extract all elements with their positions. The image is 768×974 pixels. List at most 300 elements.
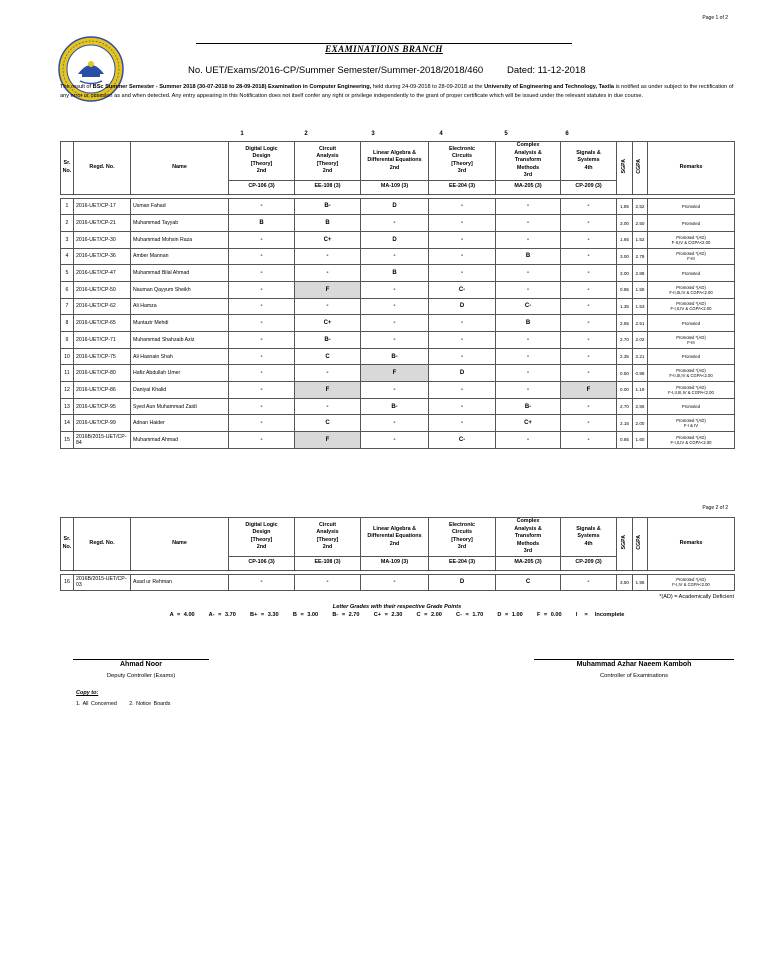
remarks-cell [648, 281, 735, 298]
grade-cell: - [229, 574, 295, 591]
grade-cell: - [496, 348, 561, 365]
sr-cell: 13 [61, 398, 74, 415]
controller-title: Controller of Examinations [600, 673, 668, 679]
subject-line: Methods [516, 164, 540, 171]
header-subject [361, 142, 429, 181]
table-row [61, 215, 735, 232]
grade-cell: F [561, 382, 617, 399]
name-cell: Muntazir Mehdi [131, 315, 229, 332]
grade-cell: - [561, 398, 617, 415]
grade-cell: D [429, 365, 496, 382]
subject-code: MA-109 (3) [361, 180, 429, 194]
grade-cell: - [229, 231, 295, 248]
subject-line: Analysis & [514, 149, 542, 156]
grade-cell: B [496, 315, 561, 332]
grade-cell: C+ [295, 231, 361, 248]
table-row [61, 298, 735, 315]
grade-cell: B- [295, 332, 361, 349]
subject-line: Signals & [576, 149, 601, 156]
grade-cell: - [429, 382, 496, 399]
grade-cell: - [429, 315, 496, 332]
grade-cell: - [561, 415, 617, 432]
grade-cell: B [361, 265, 429, 282]
regd-cell: 2016-UET/CP-36 [74, 248, 131, 265]
cgpa-cell: 1.60 [633, 432, 648, 449]
regd-cell: 2016-UET/CP-47 [74, 265, 131, 282]
cgpa-label: CGPA [636, 534, 643, 550]
intro-paragraph: The result of BSc Summer Semester - Summer 2018 (30-07-2018 to 28-09-2018) Examination in Computer Engineering, held during 24-09-2018 to 28-09-2018 at the University of Engineering and Technology, Taxila is notified as under subject to the rectification of any error or omission as and when detected. Any entry appearing in this Notification does not itself confer any right or privilege independently to the grant of proper certificate which will be issued under the relevant statutes in due course. [60, 84, 734, 99]
remarks-detail: F-III [687, 339, 695, 345]
grade-cell: - [229, 298, 295, 315]
grade-cell: F [295, 382, 361, 399]
page-number-2: Page 2 of 2 [702, 505, 728, 511]
column-number: 5 [504, 131, 508, 137]
table-row [61, 365, 735, 382]
sr-cell: 8 [61, 315, 74, 332]
table-row [61, 315, 735, 332]
header-subject [229, 142, 295, 181]
table-row [61, 574, 735, 591]
remarks-status: Promoted *(AD) [676, 418, 706, 424]
table-row [61, 415, 735, 432]
sr-cell: 6 [61, 281, 74, 298]
subject-line: Complex [516, 518, 540, 524]
subject-line: Linear Algebra & [373, 149, 416, 156]
grade-cell: - [361, 248, 429, 265]
remarks-cell [648, 365, 735, 382]
subject-line: [Theory] [451, 536, 473, 543]
subject-line: Differental Equations [367, 533, 422, 539]
remarks-cell [648, 315, 735, 332]
sgpa-cell: 3.00 [617, 215, 633, 232]
sgpa-cell: 3.50 [617, 574, 633, 591]
grade-cell: - [429, 348, 496, 365]
cgpa-cell: 1.95 [633, 574, 648, 591]
grade-cell: - [561, 348, 617, 365]
cgpa-cell: 2.50 [633, 215, 648, 232]
regd-cell: 2016-UET/CP-80 [74, 365, 131, 382]
subject-line: 2nd [322, 168, 333, 175]
header-subject [496, 142, 561, 181]
grade-cell: - [496, 432, 561, 449]
cgpa-cell: 1.53 [633, 298, 648, 315]
grade-cell: - [229, 415, 295, 432]
remarks-status: Promoted *(AD) [676, 301, 706, 307]
sr-cell: 9 [61, 332, 74, 349]
subject-line: Transform [514, 157, 542, 163]
grade-cell: - [561, 265, 617, 282]
sgpa-cell: 1.35 [617, 298, 633, 315]
subject-line: 4th [584, 164, 593, 171]
subject-code: MA-205 (3) [496, 180, 561, 194]
sgpa-cell: 0.00 [617, 382, 633, 399]
remarks-status: Promoted *(AD) [676, 251, 706, 257]
remarks-status: Promoted *(AD) [676, 368, 706, 374]
header-sr: Sr. No. [61, 142, 74, 195]
grade-cell: C+ [295, 315, 361, 332]
regd-cell: 2016-UET/CP-86 [74, 382, 131, 399]
header-subject [429, 518, 496, 557]
subject-line: Circuit [318, 521, 337, 528]
name-cell: Daniyal Khalid [131, 382, 229, 399]
notification-date: Dated: 11-12-2018 [507, 65, 586, 76]
grade-cell: - [429, 398, 496, 415]
column-number: 6 [565, 131, 569, 137]
grade-cell: C- [429, 432, 496, 449]
subject-line: 3rd [457, 168, 467, 175]
regd-cell: 2016-UET/CP-50 [74, 281, 131, 298]
cgpa-cell: 2.21 [633, 348, 648, 365]
header-subject [496, 518, 561, 557]
remarks-status: Promoted [681, 320, 701, 326]
subject-line: 4th [584, 540, 593, 547]
grade-cell: - [496, 265, 561, 282]
regd-cell: 2016-UET/CP-21 [74, 215, 131, 232]
remarks-detail: F-I,IV & CGPA<2.00 [672, 582, 710, 588]
grade-cell: F [295, 432, 361, 449]
sgpa-cell: 3.00 [617, 265, 633, 282]
grade-cell: - [429, 231, 496, 248]
grade-cell: - [496, 382, 561, 399]
sgpa-cell: 2.70 [617, 332, 633, 349]
grade-cell: - [429, 198, 496, 215]
subject-line: Systems [577, 533, 600, 539]
grade-cell: B- [496, 398, 561, 415]
grade-cell: F [295, 281, 361, 298]
grade-cell: D [361, 231, 429, 248]
cgpa-cell: 1.19 [633, 382, 648, 399]
grade-cell: - [229, 348, 295, 365]
name-cell: Amber Mannan [131, 248, 229, 265]
grade-cell: - [561, 215, 617, 232]
name-cell: Muhammad Bilal Ahmad [131, 265, 229, 282]
grade-cell: C [295, 415, 361, 432]
remarks-status: Promoted [681, 354, 701, 360]
subject-line: Differental Equations [367, 157, 422, 163]
grade-cell: - [361, 315, 429, 332]
grade-cell: C- [429, 281, 496, 298]
subject-line: Electronic [448, 145, 476, 152]
subject-line: Circuit [318, 145, 337, 152]
remarks-cell [648, 432, 735, 449]
table-row [61, 281, 735, 298]
name-cell: Muhammad Shahzaib Aziz [131, 332, 229, 349]
grade-cell: B- [295, 198, 361, 215]
header-subject [429, 142, 496, 181]
regd-cell: 2016B/2015-UET/CP-03 [74, 574, 131, 591]
remarks-cell [648, 382, 735, 399]
remarks-detail: F-II,IV & CGPA<2.00 [671, 239, 711, 245]
sr-cell: 16 [61, 574, 74, 591]
header-remarks: Remarks [648, 142, 735, 195]
subject-line: [Theory] [451, 160, 473, 167]
table-header [61, 142, 735, 195]
grade-cell: - [229, 281, 295, 298]
grade-cell: - [295, 365, 361, 382]
regd-cell: 2016-UET/CP-30 [74, 231, 131, 248]
sr-cell: 15 [61, 432, 74, 449]
name-cell: Adnan Haider [131, 415, 229, 432]
grade-cell: - [361, 332, 429, 349]
table-row [61, 265, 735, 282]
remarks-detail: F-III [687, 256, 695, 262]
subject-code: EE-204 (3) [429, 180, 496, 194]
header-subject [295, 518, 361, 557]
regd-cell: 2016-UET/CP-95 [74, 398, 131, 415]
cgpa-cell: 2.02 [633, 332, 648, 349]
sgpa-cell: 1.65 [617, 231, 633, 248]
name-cell: Ali Hasnain Shah [131, 348, 229, 365]
grade-cell: - [229, 248, 295, 265]
column-number: 2 [304, 131, 308, 137]
name-cell: Syed Aun Muhammad Zaidi [131, 398, 229, 415]
remarks-cell [648, 332, 735, 349]
remarks-cell [648, 265, 735, 282]
name-cell: Hafiz Abdullah Umer [131, 365, 229, 382]
grade-cell: - [496, 332, 561, 349]
sgpa-cell: 2.65 [617, 315, 633, 332]
header-sgpa [617, 518, 633, 571]
regd-cell: 2016-UET/CP-71 [74, 332, 131, 349]
grade-cell: - [561, 574, 617, 591]
header-subject [561, 142, 617, 181]
subject-line: Analysis [316, 153, 339, 160]
remarks-cell [648, 415, 735, 432]
header-subject [229, 518, 295, 557]
table-row [61, 198, 735, 215]
subject-line: Analysis & [514, 525, 542, 532]
sgpa-cell: 0.85 [617, 432, 633, 449]
signature-line [73, 659, 209, 660]
remarks-status: Promoted [681, 220, 701, 226]
regd-cell: 2016-UET/CP-62 [74, 298, 131, 315]
column-number: 3 [371, 131, 375, 137]
grade-cell: - [429, 415, 496, 432]
sgpa-label: SGPA [620, 158, 627, 174]
grade-cell: - [361, 574, 429, 591]
name-cell: Muhammad Mohsin Raza [131, 231, 229, 248]
remarks-status: Promoted [681, 203, 701, 209]
header-cgpa [633, 142, 648, 195]
grade-cell: - [561, 248, 617, 265]
remarks-detail: F-I & IV [683, 423, 699, 429]
results-table-page1 [60, 141, 735, 449]
grade-cell: - [429, 248, 496, 265]
column-number: 4 [439, 131, 443, 137]
remarks-detail: F-II,III,IV & CGPA<2.00 [669, 289, 713, 295]
sr-cell: 7 [61, 298, 74, 315]
grade-cell: - [229, 398, 295, 415]
sgpa-cell: 2.35 [617, 348, 633, 365]
grade-cell: - [561, 332, 617, 349]
grade-cell: - [229, 332, 295, 349]
subject-line: 2nd [256, 168, 267, 175]
ad-note: *(AD) = Academically Deficient [659, 594, 734, 600]
name-cell: Muhammad Ahmad [131, 432, 229, 449]
subject-line: Methods [516, 540, 540, 547]
results-table-page2 [60, 517, 735, 591]
grade-title: Letter Grades with their respective Grade Points [332, 604, 462, 610]
remarks-detail: F-I,II,IV & CGPA<2.00 [670, 439, 712, 445]
subject-code: CP-106 (3) [229, 556, 295, 570]
table-row [61, 432, 735, 449]
subject-line: [Theory] [250, 160, 273, 167]
table-row [61, 382, 735, 399]
subject-line: Digital Logic [245, 145, 278, 152]
grade-cell: - [229, 315, 295, 332]
grade-cell: - [561, 281, 617, 298]
remarks-detail: F-I,II,IV & CGPA<2.00 [670, 306, 712, 312]
sgpa-cell: 3.00 [617, 248, 633, 265]
sgpa-label: SGPA [620, 534, 627, 550]
copy-to-items: 1. All Concerned 2. Notice Boards [76, 701, 171, 707]
subject-code: EE-204 (3) [429, 556, 496, 570]
deputy-controller-name: Ahmad Noor [120, 661, 162, 668]
subject-line: 3rd [523, 172, 533, 178]
header-name: Name [131, 142, 229, 195]
header-sgpa [617, 142, 633, 195]
sr-cell: 11 [61, 365, 74, 382]
table-row [61, 248, 735, 265]
subject-line: Circuits [451, 529, 473, 536]
subject-line: 2nd [322, 544, 333, 551]
grade-cell: - [429, 265, 496, 282]
cgpa-cell: 2.79 [633, 248, 648, 265]
grade-cell: - [295, 248, 361, 265]
sr-cell: 1 [61, 198, 74, 215]
grade-cell: C [496, 574, 561, 591]
grade-cell: - [561, 231, 617, 248]
regd-cell: 2016-UET/CP-99 [74, 415, 131, 432]
subject-line: 2nd [256, 544, 267, 551]
grade-cell: B [496, 248, 561, 265]
header-regd: Regd. No. [74, 518, 131, 571]
grade-cell: - [295, 298, 361, 315]
header-subject [295, 142, 361, 181]
subject-line: Circuits [451, 153, 473, 160]
grade-cell: - [361, 281, 429, 298]
grade-cell: F [361, 365, 429, 382]
header-cgpa [633, 518, 648, 571]
remarks-status: Promoted *(AD) [676, 234, 706, 240]
name-cell: Usman Fahad [131, 198, 229, 215]
regd-cell: 2016-UET/CP-75 [74, 348, 131, 365]
table-body [61, 194, 735, 448]
remarks-cell [648, 298, 735, 315]
grade-cell: - [361, 215, 429, 232]
grade-cell: - [496, 215, 561, 232]
remarks-cell [648, 348, 735, 365]
cgpa-cell: 1.55 [633, 281, 648, 298]
grade-cell: - [561, 298, 617, 315]
grade-cell: C+ [496, 415, 561, 432]
sr-cell: 5 [61, 265, 74, 282]
header-regd: Regd. No. [74, 142, 131, 195]
grade-cell: D [429, 574, 496, 591]
grade-cell: - [496, 365, 561, 382]
header-name: Name [131, 518, 229, 571]
grade-cell: B- [361, 398, 429, 415]
subject-code: CP-209 (3) [561, 556, 617, 570]
remarks-status: Promoted [681, 404, 701, 410]
grade-cell: C- [496, 298, 561, 315]
remarks-detail: F-I,II,III,IV & CGPA<2.00 [668, 389, 714, 395]
grade-cell: - [361, 432, 429, 449]
subject-line: Systems [577, 157, 600, 163]
remarks-cell [648, 398, 735, 415]
table-row [61, 348, 735, 365]
grade-cell: - [561, 315, 617, 332]
subject-line: Design [252, 153, 271, 160]
grade-cell: B [295, 215, 361, 232]
sgpa-cell: 2.15 [617, 415, 633, 432]
subject-code: CP-106 (3) [229, 180, 295, 194]
sr-cell: 10 [61, 348, 74, 365]
subject-line: Design [252, 529, 271, 536]
grade-cell: - [295, 265, 361, 282]
remarks-cell [648, 248, 735, 265]
sgpa-cell: 2.70 [617, 398, 633, 415]
grade-cell: C [295, 348, 361, 365]
grade-cell: - [496, 281, 561, 298]
cgpa-cell: 2.51 [633, 315, 648, 332]
sgpa-cell: 1.85 [617, 198, 633, 215]
subject-code: CP-209 (3) [561, 180, 617, 194]
subject-line: [Theory] [250, 536, 273, 543]
grade-cell: - [361, 415, 429, 432]
cgpa-cell: 2.00 [633, 415, 648, 432]
remarks-status: Promoted *(AD) [676, 434, 706, 440]
header-subject [561, 518, 617, 557]
remarks-status: Promoted [681, 270, 701, 276]
remarks-status: Promoted *(AD) [676, 334, 706, 340]
sgpa-cell: 0.50 [617, 365, 633, 382]
column-number: 1 [240, 131, 244, 137]
signature-line [534, 659, 734, 660]
name-cell: Ali Hamza [131, 298, 229, 315]
grade-cell: - [561, 365, 617, 382]
branch-title: EXAMINATIONS BRANCH [325, 44, 443, 54]
subject-code: EE-108 (3) [295, 180, 361, 194]
remarks-cell [648, 574, 735, 591]
name-cell: Muhammad Tayyab [131, 215, 229, 232]
header-row [61, 142, 735, 181]
remarks-status: Promoted *(AD) [676, 577, 706, 583]
grade-cell: - [561, 432, 617, 449]
remarks-status: Promoted *(AD) [676, 284, 706, 290]
cgpa-cell: 2.56 [633, 398, 648, 415]
table-body [61, 570, 735, 591]
sgpa-cell: 0.85 [617, 281, 633, 298]
header-row [61, 518, 735, 557]
grade-cell: - [496, 231, 561, 248]
grade-cell: - [229, 265, 295, 282]
grade-cell: B- [361, 348, 429, 365]
regd-cell: 2016-UET/CP-17 [74, 198, 131, 215]
remarks-cell [648, 215, 735, 232]
grade-scale: A = 4.00 A- = 3.70 B+ = 3.30 B = 3.00 B- = 2.70 C+ = 2.30 C = 2.00 C- = 1.70 D = 1.00 F = 0.00 I = Incomplete [169, 612, 625, 618]
copy-to-label: Copy to: [76, 690, 99, 696]
regd-cell: 2016B/2015-UET/CP-84 [74, 432, 131, 449]
cgpa-cell: 1.52 [633, 231, 648, 248]
subject-line: Linear Algebra & [373, 525, 416, 532]
subject-line: 2nd [389, 540, 400, 547]
subject-code: EE-108 (3) [295, 556, 361, 570]
subject-line: Complex [516, 142, 540, 148]
grade-cell: - [496, 198, 561, 215]
grade-cell: D [361, 198, 429, 215]
notification-number: No. UET/Exams/2016-CP/Summer Semester/Summer-2018/2018/460 [188, 65, 484, 76]
